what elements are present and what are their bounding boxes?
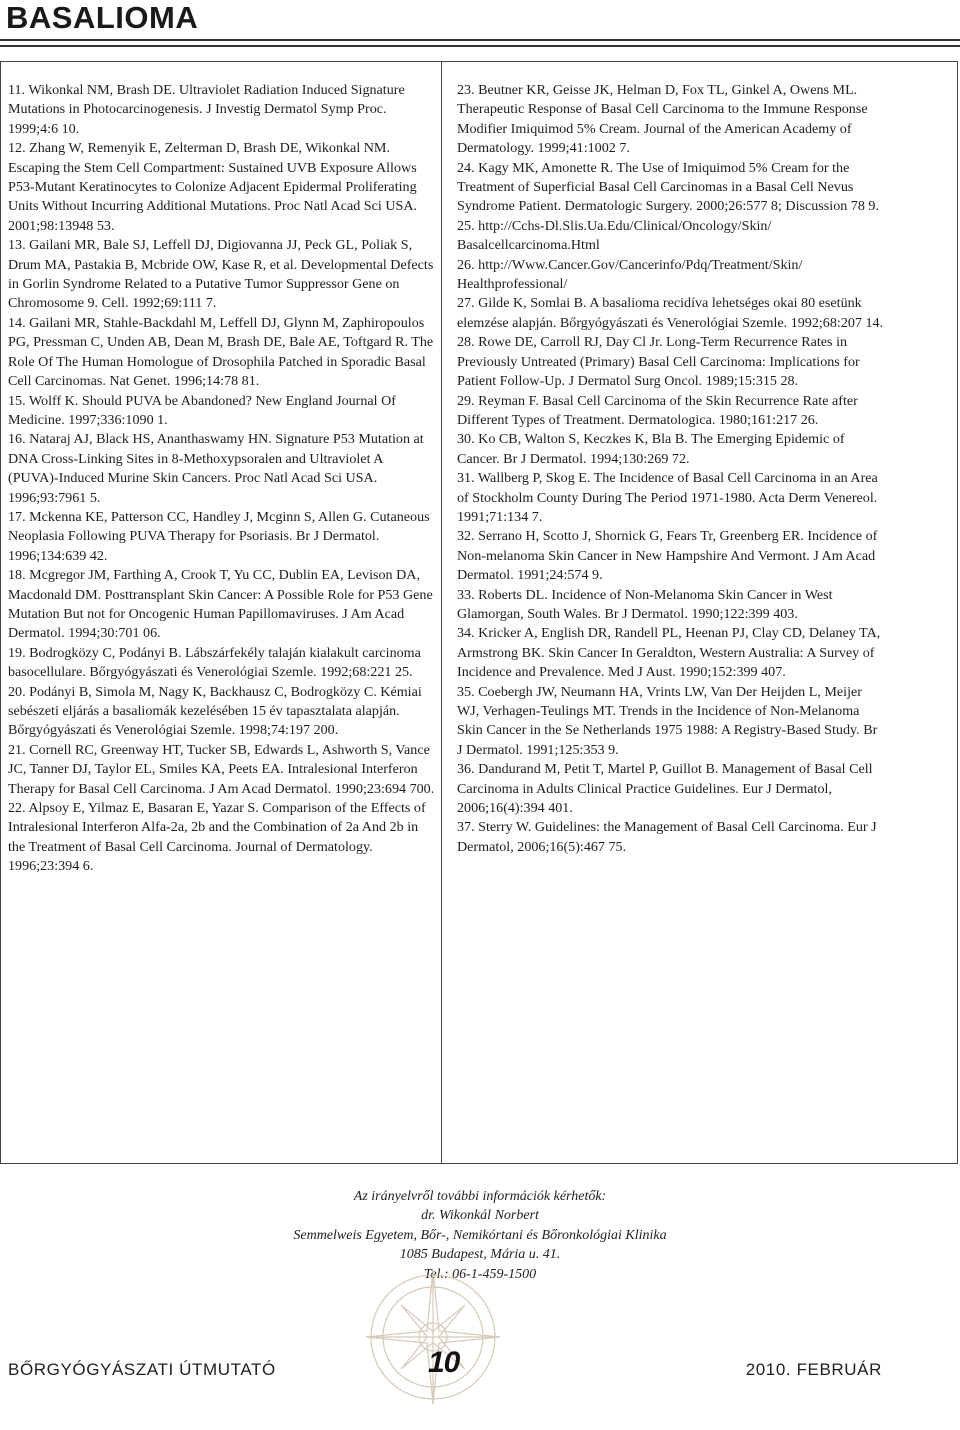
reference-item: 22. Alpsoy E, Yilmaz E, Basaran E, Yazar S. Comparison of the Effects of Intralesional Interferon Alfa-2a, 2b and the Combination of 2a And 2b in the Treatment of Basal Cell Carcinoma. Journal of Dermatology. 1996;23:394 6. xyxy=(8,800,426,875)
page-header-title: BASALIOMA xyxy=(6,0,199,35)
reference-item: 36. Dandurand M, Petit T, Martel P, Guillot B. Management of Basal Cell Carcinoma in Adults Clinical Practice Guidelines. Eur J Dermatol, 2006;16(4):394 401. xyxy=(457,761,873,817)
reference-item: 25. http://Cchs-Dl.Slis.Ua.Edu/Clinical/Oncology/Skin/ Basalcellcarcinoma.Html xyxy=(457,217,772,254)
compass-rose-watermark-icon xyxy=(358,1262,508,1412)
reference-item: 23. Beutner KR, Geisse JK, Helman D, Fox TL, Ginkel A, Owens ML. Therapeutic Response of Basal Cell Carcinoma to the Immune Response Modifier Imiquimod 5% Cream. Journal of the American Academy of Dermatology. 1999;41:1002 7. xyxy=(457,82,868,157)
reference-item: 24. Kagy MK, Amonette R. The Use of Imiquimod 5% Cream for the Treatment of Superficial Basal Cell Carcinomas in a Basal Cell Nevus Syndrome Patient. Dermatologic Surgery. 2000;26:577 8; Discussion 78 9. xyxy=(457,159,879,215)
reference-item: 20. Podányi B, Simola M, Nagy K, Backhausz C, Bodrogközy C. Kémiai sebészeti eljárás a basaliomák kezelésében 15 év tapasztalata alapján. Bőrgyógyászati és Venerológiai Szemle. 1998;74:197 200. xyxy=(8,683,422,739)
reference-item: 37. Sterry W. Guidelines: the Management of Basal Cell Carcinoma. Eur J Dermatol, 2006;16(5):467 75. xyxy=(457,819,877,855)
reference-item: 30. Ko CB, Walton S, Keczkes K, Bla B. The Emerging Epidemic of Cancer. Br J Dermatol. 1994;130:269 72. xyxy=(457,431,845,467)
header-rule-top xyxy=(0,39,960,41)
reference-item: 16. Nataraj AJ, Black HS, Ananthaswamy HN. Signature P53 Mutation at DNA Cross-Linking Sites in 8-Methoxypsoralen and Ultraviolet A (PUVA)-Induced Murine Skin Cancers. Proc Natl Acad Sci USA. 1996;93:7961 5. xyxy=(8,431,424,506)
contact-address: 1085 Budapest, Mária u. 41. xyxy=(399,1247,561,1263)
reference-item: 31. Wallberg P, Skog E. The Incidence of Basal Cell Carcinoma in an Area of Stockholm County During The Period 1971-1980. Acta Derm Venereol. 1991;71:134 7. xyxy=(457,470,878,525)
reference-item: 28. Rowe DE, Carroll RJ, Day Cl Jr. Long-Term Recurrence Rates in Previously Untreated (Primary) Basal Cell Carcinoma: Implications for Patient Follow-Up. J Dermatol Surg Oncol. 1989;15:315 28. xyxy=(457,334,860,390)
reference-item: 15. Wolff K. Should PUVA be Abandoned? New England Journal Of Medicine. 1997;336:1090 1. xyxy=(8,392,396,428)
reference-item: 35. Coebergh JW, Neumann HA, Vrints LW, Van Der Heijden L, Meijer WJ, Verhagen-Teulings MT. Trends in the Incidence of Non-Melanoma Skin Cancer in the Se Netherlands 1975 1988: A Registry-Based Study. Br J Dermatol. 1991;125:353 9. xyxy=(457,683,878,758)
reference-item: 29. Reyman F. Basal Cell Carcinoma of the Skin Recurrence Rate after Different Types of Treatment. Dermatologica. 1980;161:217 26. xyxy=(457,392,858,428)
issue-date: 2010. FEBRUÁR xyxy=(745,1360,882,1379)
reference-item: 32. Serrano H, Scotto J, Shornick G, Fears Tr, Greenberg ER. Incidence of Non-melanoma Skin Cancer in New Hampshire And Vermont. J Am Acad Dermatol. 1991;24:574 9. xyxy=(457,528,878,584)
reference-item: 17. Mckenna KE, Patterson CC, Handley J, Mcginn S, Allen G. Cutaneous Neoplasia Following PUVA Therapy for Psoriasis. Br J Dermatol. 1996;134:639 42. xyxy=(8,508,430,564)
contact-phone: Tel.: 06-1-459-1500 xyxy=(423,1266,537,1282)
reference-item: 33. Roberts DL. Incidence of Non-Melanoma Skin Cancer in West Glamorgan, South Wales. Br J Dermatol. 1990;122:399 403. xyxy=(457,586,833,622)
reference-item: 14. Gailani MR, Stahle-Backdahl M, Leffell DJ, Glynn M, Zaphiropoulos PG, Pressman C, Unden AB, Dean M, Brash DE, Bale AE, Toftgard R. The Role Of The Human Homologue of Drosophila Patched in Sporadic Basal Cell Carcinomas. Nat Genet. 1996;14:78 81. xyxy=(8,314,434,390)
reference-item: 34. Kricker A, English DR, Randell PL, Heenan PJ, Clay CD, Delaney TA, Armstrong BK. Skin Cancer In Geraldton, Western Australia: A Survey of Incidence and Prevalence. Med J Aust. 1990;152:399 407. xyxy=(457,625,881,681)
reference-item: 11. Wikonkal NM, Brash DE. Ultraviolet Radiation Induced Signature Mutations in Photocarcinogenesis. J Investig Dermatol Symp Proc. 1999;4:6 10. xyxy=(8,82,405,137)
journal-name: BŐRGYÓGYÁSZATI ÚTMUTATÓ xyxy=(8,1360,276,1379)
references-left-column xyxy=(8,81,435,877)
contact-institution: Semmelweis Egyetem, Bőr-, Nemikórtani és Bőronkológiai Klinika xyxy=(293,1227,667,1243)
reference-item: 21. Cornell RC, Greenway HT, Tucker SB, Edwards L, Ashworth S, Vance JC, Tanner DJ, Taylor EL, Smiles KA, Peets EA. Intralesional Interferon Therapy for Basal Cell Carcinoma. J Am Acad Dermatol. 1990;23:694 700. xyxy=(8,741,435,797)
reference-item: 13. Gailani MR, Bale SJ, Leffell DJ, Digiovanna JJ, Peck GL, Poliak S, Drum MA, Pastakia B, Mcbride OW, Kase R, et al. Developmental Defects in Gorlin Syndrome Related to a Putative Tumor Suppressor Gene on Chromosome 9. Cell. 1992;69:111 7. xyxy=(8,237,434,312)
reference-item: 12. Zhang W, Remenyik E, Zelterman D, Brash DE, Wikonkal NM. Escaping the Stem Cell Compartment: Sustained UVB Exposure Allows P53-Mutant Keratinocytes to Colonize Adjacent Epidermal Proliferating Units Without Incurring Additional Mutations. Proc Natl Acad Sci USA. 2001;98:13948 53. xyxy=(8,140,418,234)
reference-item: 18. Mcgregor JM, Farthing A, Crook T, Yu CC, Dublin EA, Levison DA, Macdonald DM. Posttransplant Skin Cancer: A Possible Role for P53 Gene Mutation But not for Oncogenic Human Papillomaviruses. J Am Acad Dermatol. 1994;30:701 06. xyxy=(8,567,433,642)
contact-name: dr. Wikonkál Norbert xyxy=(421,1208,539,1224)
references-right-column xyxy=(457,81,885,857)
column-divider xyxy=(441,62,442,1163)
reference-item: 19. Bodrogközy C, Podányi B. Lábszárfekély talaján kialakult carcinoma basocellulare. Bőrgyógyászati és Venerológiai Szemle. 1992;68:221 25. xyxy=(8,644,421,681)
page-number: 10 xyxy=(428,1346,460,1379)
header-rule-bottom xyxy=(0,45,960,47)
reference-item: 27. Gilde K, Somlai B. A basalioma recidíva lehetséges okai 80 esetünk elemzése alapján. Bőrgyógyászati és Venerológiai Szemle. 1992;68:207 14. xyxy=(457,295,884,331)
reference-item: 26. http://Www.Cancer.Gov/Cancerinfo/Pdq/Treatment/Skin/ Healthprofessional/ xyxy=(457,256,803,293)
contact-intro: Az irányelvről további információk kérhetők: xyxy=(353,1189,607,1204)
